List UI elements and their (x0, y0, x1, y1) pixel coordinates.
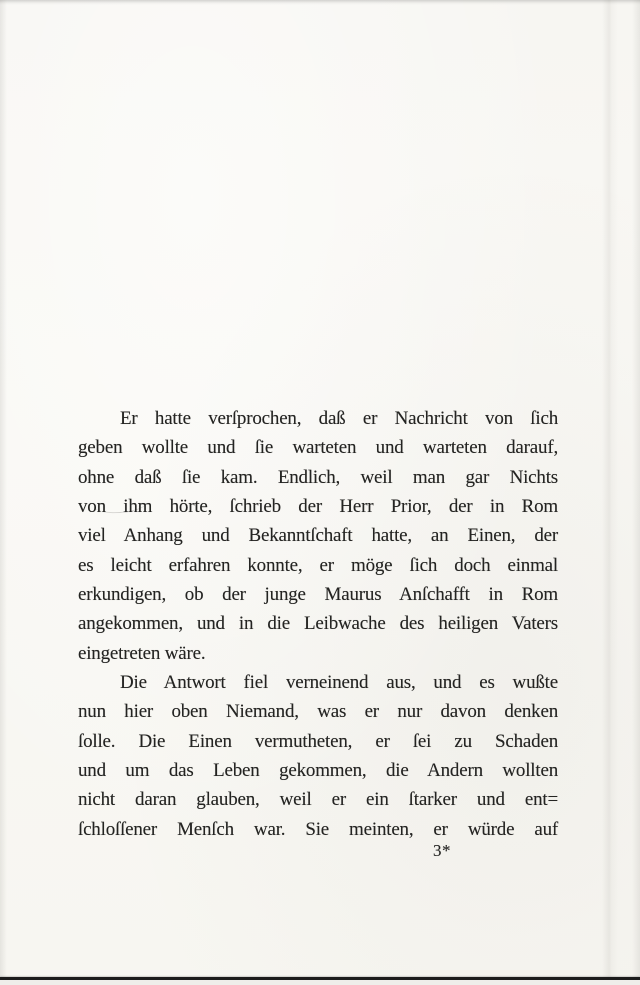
text-line: geben wollte und ſie warteten und warteten darauf, (78, 437, 558, 459)
text-line: ohne daß ſie kam. Endlich, weil man gar Nichts (78, 466, 558, 488)
page-text-block (78, 404, 558, 844)
text-line: eingetreten wäre. (78, 642, 206, 664)
scan-right-edge-shadow (632, 0, 640, 985)
text-line: Er hatte verſprochen, daß er Nachricht von ſich (120, 408, 558, 429)
below-rule-paper (0, 980, 640, 985)
text-line: von ihm hörte, ſchrieb der Herr Prior, der in Rom (78, 496, 558, 518)
text-line: Die Antwort fiel verneinend aus, und es wußte (120, 672, 558, 694)
text-line: es leicht erfahren konnte, er möge ſich doch einmal (78, 554, 558, 576)
text-line: und um das Leben gekommen, die Andern wollten (78, 760, 558, 782)
text-line: erkundigen, ob der junge Maurus Anſchafft in Rom (78, 584, 558, 606)
text-line: nicht daran glauben, weil er ein ſtarker und ent= (78, 789, 558, 811)
text-line: ſolle. Die Einen vermutheten, er ſei zu Schaden (78, 730, 558, 752)
paper-crease (602, 0, 618, 985)
scan-left-edge-shadow (0, 0, 7, 985)
scan-top-edge-shadow (0, 0, 640, 5)
text-line: nun hier oben Niemand, was er nur davon denken (78, 701, 558, 723)
text-line: ſchloſſener Menſch war. Sie meinten, er würde auf (78, 818, 558, 840)
text-line: viel Anhang und Bekanntſchaft hatte, an Einen, der (78, 525, 558, 547)
signature-mark: 3* (433, 841, 451, 860)
text-line: angekommen, und in die Leibwache des heiligen Vaters (78, 613, 558, 635)
